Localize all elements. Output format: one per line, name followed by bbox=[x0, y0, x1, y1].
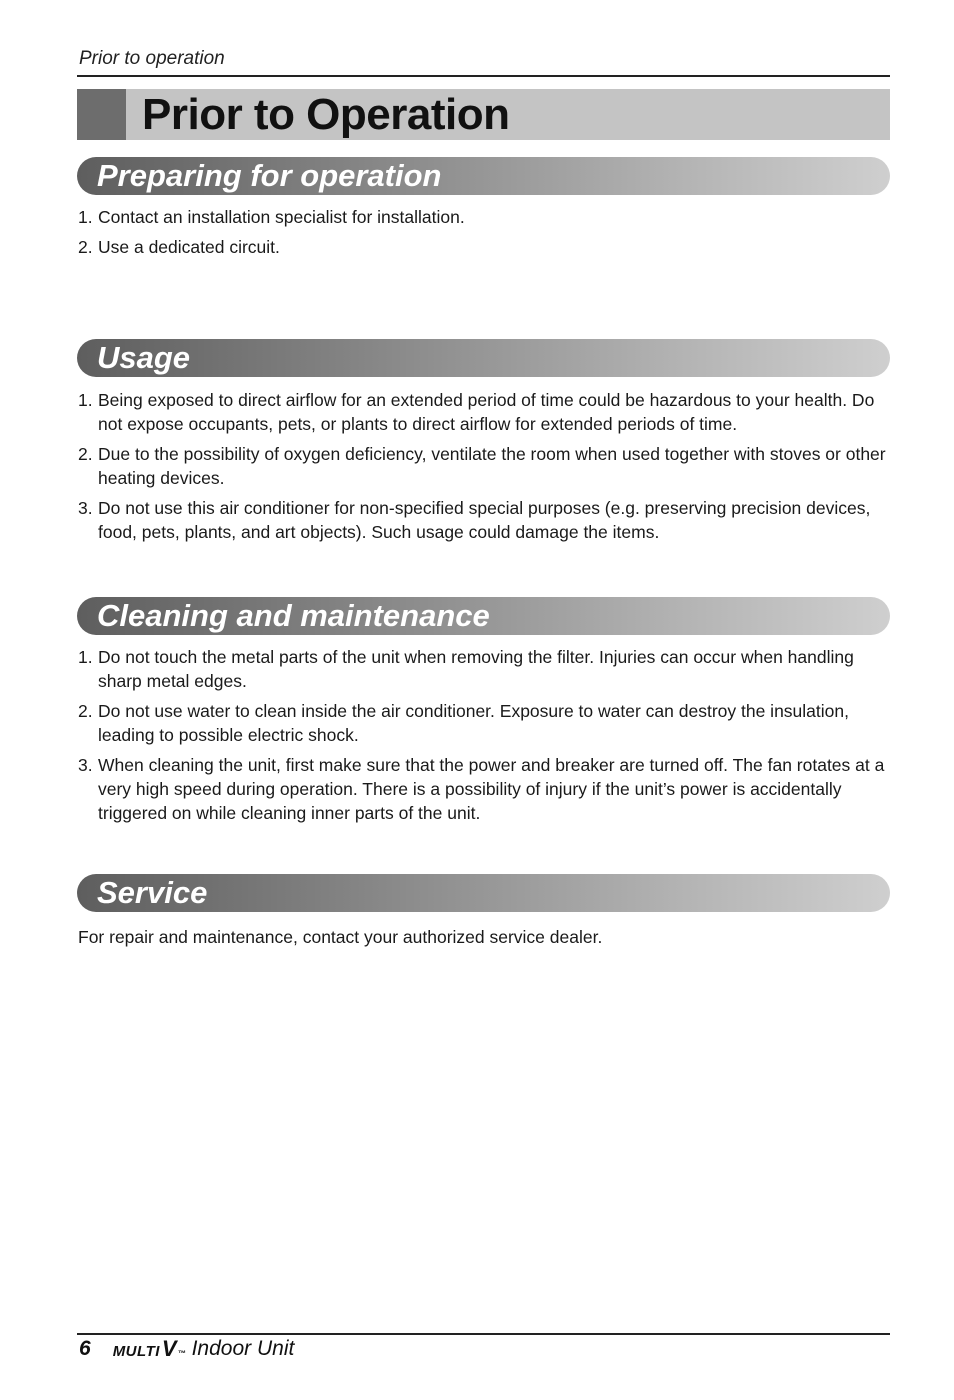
list-item bbox=[78, 753, 890, 825]
section-bar-usage bbox=[77, 339, 890, 377]
cleaning-list bbox=[78, 645, 890, 831]
item-text: Due to the possibility of oxygen deficiency, ventilate the room when used together with stoves or other heating devices. bbox=[98, 444, 886, 488]
section-bar-service bbox=[77, 874, 890, 912]
item-number: 3. bbox=[78, 498, 93, 518]
item-text: Being exposed to direct airflow for an extended period of time could be hazardous to your health. Do not expose occupants, pets, or plants to direct airflow for extended periods of time. bbox=[98, 390, 875, 434]
section-title: Usage bbox=[97, 340, 191, 375]
item-text: Do not use water to clean inside the air conditioner. Exposure to water can destroy the insulation, leading to possible electric shock. bbox=[98, 701, 849, 745]
item-number: 3. bbox=[78, 755, 93, 775]
item-text: Contact an installation specialist for installation. bbox=[98, 207, 465, 227]
logo-multi-text: MULTI bbox=[112, 1343, 160, 1360]
item-text: Use a dedicated circuit. bbox=[98, 237, 280, 257]
unit-label: Indoor Unit bbox=[191, 1337, 295, 1360]
list-item bbox=[78, 388, 890, 436]
list-item bbox=[78, 442, 890, 490]
list-item bbox=[78, 205, 890, 229]
section-title: Cleaning and maintenance bbox=[97, 598, 490, 633]
item-number: 1. bbox=[78, 647, 93, 667]
header-rule bbox=[77, 75, 890, 77]
item-number: 2. bbox=[78, 701, 93, 721]
list-item bbox=[78, 496, 890, 544]
service-text: For repair and maintenance, contact your authorized service dealer. bbox=[78, 927, 603, 947]
footer-rule bbox=[77, 1333, 890, 1335]
title-bar bbox=[77, 89, 890, 140]
item-text: Do not touch the metal parts of the unit when removing the filter. Injuries can occur when handling sharp metal edges. bbox=[98, 647, 854, 691]
item-text: When cleaning the unit, first make sure that the power and breaker are turned off. The fan rotates at a very high speed during operation. There is a possibility of injury if the unit’s power is accidentally triggered on while cleaning inner parts of the unit. bbox=[98, 755, 885, 823]
page-title: Prior to Operation bbox=[142, 90, 510, 139]
logo-tm-text: ™ bbox=[177, 1349, 186, 1358]
logo-v-text: V bbox=[161, 1336, 177, 1361]
item-number: 2. bbox=[78, 237, 93, 257]
running-head: Prior to operation bbox=[79, 48, 225, 69]
list-item bbox=[78, 235, 890, 259]
multi-v-logo bbox=[113, 1336, 186, 1362]
item-number: 1. bbox=[78, 207, 93, 227]
footer bbox=[79, 1336, 294, 1362]
section-title: Service bbox=[97, 875, 208, 910]
page-number: 6 bbox=[79, 1337, 91, 1360]
list-item bbox=[78, 699, 890, 747]
usage-list bbox=[78, 388, 890, 550]
section-bar-cleaning bbox=[77, 597, 890, 635]
title-block-accent bbox=[77, 89, 126, 140]
list-item bbox=[78, 645, 890, 693]
section-title: Preparing for operation bbox=[97, 158, 442, 193]
preparing-list bbox=[78, 205, 890, 265]
item-number: 1. bbox=[78, 390, 93, 410]
section-bar-preparing bbox=[77, 157, 890, 195]
item-text: Do not use this air conditioner for non-specified special purposes (e.g. preserving precision devices, food, pets, plants, and art objects). Such usage could damage the items. bbox=[98, 498, 871, 542]
item-number: 2. bbox=[78, 444, 93, 464]
